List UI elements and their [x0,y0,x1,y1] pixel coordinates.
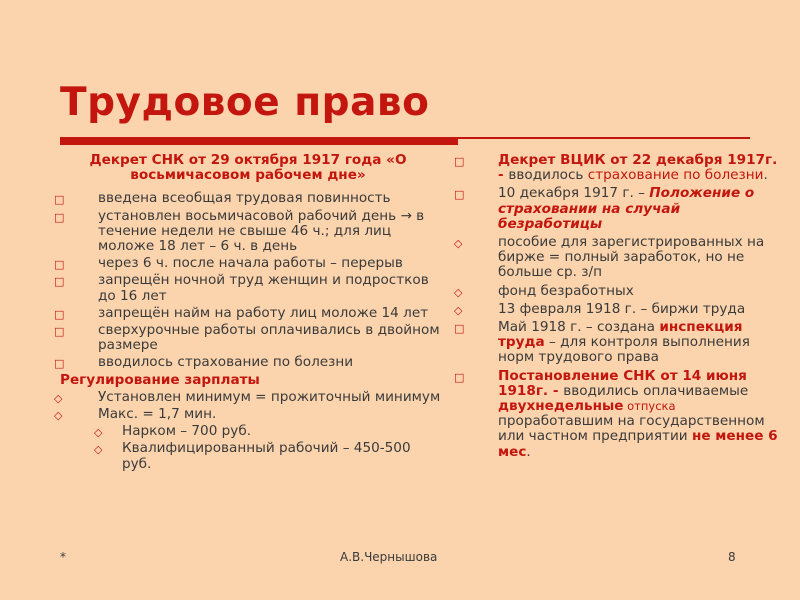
square-bullet-icon: □ [54,357,65,371]
square-bullet-icon: □ [54,193,65,207]
list-item: □ вводилось страхование по болезни [54,354,354,371]
page-title: Трудовое право [60,80,430,125]
square-bullet-icon: □ [454,370,465,384]
left-header: Декрет СНК от 29 октября 1917 года «О восьмичасовом рабочем дне» [89,152,407,184]
square-bullet-icon: □ [454,155,465,168]
wage-section-title: Регулирование зарплаты [60,371,260,388]
list-item: □ сверхурочные работы оплачивались в двойном размере [54,322,440,354]
diamond-bullet-icon: ◇ [454,237,463,251]
wage-item: ◇ Установлен минимум = прожиточный минимум [54,388,441,405]
square-bullet-icon: □ [54,307,65,321]
page-number: 8 [728,550,736,564]
right-item-labor-exchange: ◇ 13 февраля 1918 г. – биржи труда [454,300,746,317]
diamond-bullet-icon: ◇ [54,409,63,423]
square-bullet-icon: □ [454,188,465,202]
diamond-bullet-icon: ◇ [54,391,63,405]
left-column [54,153,444,474]
list-item: □ запрещён найм на работу лиц моложе 14 лет [54,304,429,321]
square-bullet-icon: □ [54,210,65,224]
list-item: □ через 6 ч. после начала работы – перерыв [54,255,403,272]
square-bullet-icon: □ [54,325,65,339]
list-item: □ запрещён ночной труд женщин и подростков до 16 лет [54,272,429,304]
right-item-benefit: ◇ пособие для зарегистрированных на бирже = полный заработок, но не больше ср. з/п [454,234,765,281]
wage-item: ◇ Макс. = 1,7 мин. [54,406,217,423]
right-item-unemployment: □ 10 декабря 1917 г. – Положение о страховании на случай безработицы [454,185,755,232]
square-bullet-icon: □ [54,258,65,272]
square-bullet-icon: □ [54,275,65,289]
right-item-vacation: □ Постановление СНК от 14 июня 1918г. - вводились оплачиваемые двухнедельные отпуска проработавшим на государственном или частном предприятии не менее 6 мес. [454,367,778,460]
diamond-bullet-icon: ◇ [454,285,463,299]
right-item-inspection: □ Май 1918 г. – создана инспекция труда – для контроля выполнения норм трудового права [454,319,750,366]
square-bullet-icon: □ [454,322,465,336]
footer-asterisk: * [60,550,66,564]
diamond-bullet-icon: ◇ [94,426,103,440]
list-item: □ установлен восьмичасовой рабочий день → в течение недели не свыше 46 ч.; для лиц моложе 18 лет – 6 ч. в день [54,207,425,255]
right-column [454,153,784,463]
diamond-bullet-icon: ◇ [94,443,103,457]
wage-sub-item: ◇ Нарком – 700 руб. [94,423,252,440]
footer-author: А.В.Чернышова [340,550,438,564]
list-item: □ введена всеобщая трудовая повинность [54,190,391,207]
title-underline-thick [60,137,458,145]
right-item-decree-vtsik: □ Декрет ВЦИК от 22 декабря 1917г. - вводилось страхование по болезни. [454,152,778,184]
wage-sub-item: ◇ Квалифицированный рабочий – 450-500 руб. [94,440,411,472]
right-item-fund: ◇ фонд безработных [454,282,634,299]
diamond-bullet-icon: ◇ [454,303,463,317]
title-underline-thin [458,137,750,139]
